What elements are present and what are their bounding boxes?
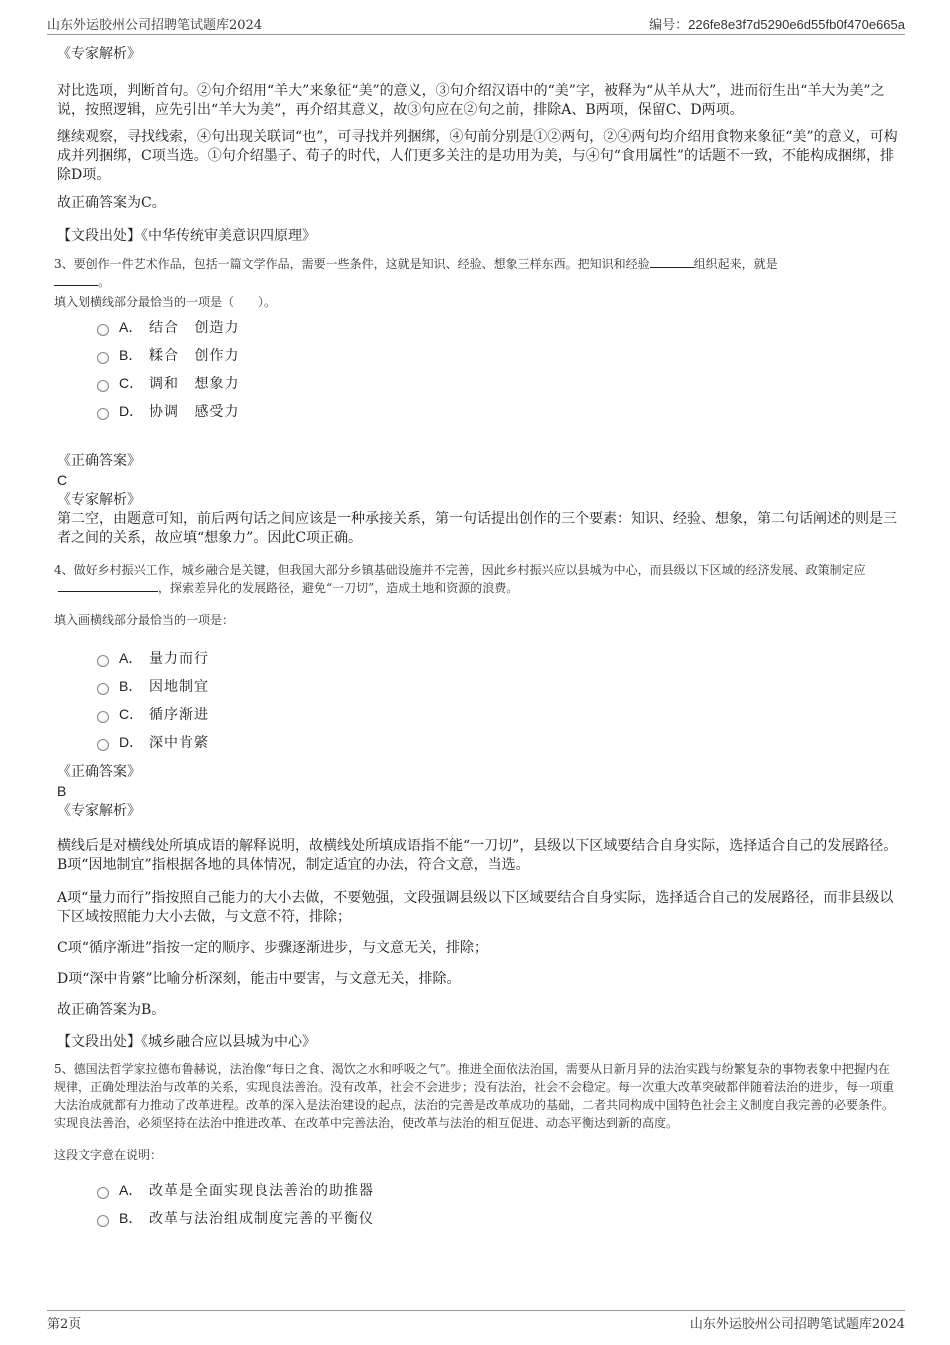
option-a[interactable] — [57, 1176, 898, 1204]
footer-title: 山东外运胶州公司招聘笔试题库2024 — [689, 1316, 905, 1332]
option-letter: C． — [119, 706, 144, 722]
correct-answer: C — [57, 472, 68, 488]
option-text: 改革与法治组成制度完善的平衡仪 — [149, 1211, 374, 1227]
source-citation: 【文段出处】《中华传统审美意识四原理》 — [57, 228, 316, 244]
analysis-conclusion: 故正确答案为B。 — [57, 1002, 166, 1018]
radio-icon[interactable] — [97, 655, 109, 667]
option-text: 结合 创造力 — [149, 320, 240, 336]
fill-blank — [54, 273, 98, 286]
option-c[interactable] — [57, 700, 898, 728]
stem-part: 3、要创作一件艺术作品，包括一篇文学作品，需要一些条件，这就是知识、经验、想象三样东西。把知识和经验 — [54, 257, 650, 271]
option-a[interactable] — [57, 644, 898, 672]
option-letter: B． — [119, 347, 143, 363]
option-text: 糅合 创作力 — [149, 348, 240, 364]
option-letter: B． — [119, 678, 143, 694]
option-text: 协调 感受力 — [149, 404, 240, 420]
header-code — [649, 14, 905, 33]
correct-answer-label: 《正确答案》 — [57, 453, 141, 469]
page-number: 第2页 — [47, 1316, 82, 1332]
radio-icon[interactable] — [97, 352, 109, 364]
option-text: 循序渐进 — [149, 707, 209, 723]
radio-icon[interactable] — [97, 683, 109, 695]
radio-icon[interactable] — [97, 408, 109, 420]
question-prompt: 填入划横线部分最恰当的一项是（ ）。 — [54, 295, 277, 309]
radio-icon[interactable] — [97, 380, 109, 392]
option-d[interactable] — [57, 397, 898, 425]
question-stem — [54, 255, 898, 291]
option-a[interactable] — [57, 313, 898, 341]
analysis-paragraph: 继续观察，寻找线索，④句出现关联词“也”，可寻找并列捆绑，④句前分别是①②两句，②④两句均介绍用食物来象征“美”的意义，可构成并列捆绑，C项当选。①句介绍墨子、荀子的时代，人们更多关注的是功用为美，与④句“食用属性”的话题不一致，不能构成捆绑，排除D项。 — [57, 129, 898, 183]
analysis-paragraph: C项“循序渐进”指按一定的顺序、步骤逐渐进步，与文意无关，排除； — [57, 940, 489, 956]
stem-part: 。 — [98, 275, 111, 289]
question-prompt: 这段文字意在说明： — [54, 1148, 163, 1162]
analysis-paragraph: 横线后是对横线处所填成语的解释说明，故横线处所填成语指不能“一刀切”，县级以下区域要结合自身实际，选择适合自己的发展路径。B项“因地制宜”指根据各地的具体情况，制定适宜的办法，符合文意，当选。 — [57, 838, 898, 873]
source-citation: 【文段出处】《城乡融合应以县城为中心》 — [57, 1034, 316, 1050]
analysis-label: 《专家解析》 — [57, 803, 141, 819]
option-text: 调和 想象力 — [149, 376, 240, 392]
option-b[interactable] — [57, 1204, 898, 1232]
option-letter: A． — [119, 1182, 143, 1198]
radio-icon[interactable] — [97, 711, 109, 723]
analysis-paragraph: D项“深中肯綮”比喻分析深刻，能击中要害，与文意无关，排除。 — [57, 971, 461, 987]
radio-icon[interactable] — [97, 1187, 109, 1199]
page-content — [54, 38, 898, 1232]
radio-icon[interactable] — [97, 324, 109, 336]
page-header — [47, 12, 905, 35]
analysis-conclusion: 故正确答案为C。 — [57, 195, 166, 211]
stem-part: ，探索差异化的发展路径，避免“一刀切”，造成土地和资源的浪费。 — [158, 581, 519, 595]
analysis-label: 《专家解析》 — [57, 46, 141, 62]
question-3 — [54, 255, 898, 548]
stem-part: 4、做好乡村振兴工作，城乡融合是关键，但我国大部分乡镇基础设施并不完善，因此乡村振兴应以县城为中心，而县级以下区域的经济发展、政策制定应 — [54, 563, 866, 577]
option-b[interactable] — [57, 341, 898, 369]
option-letter: D． — [119, 403, 144, 419]
option-c[interactable] — [57, 369, 898, 397]
option-text: 深中肯綮 — [149, 735, 209, 751]
correct-answer: B — [57, 783, 67, 799]
option-letter: C． — [119, 375, 144, 391]
option-letter: B． — [119, 1210, 143, 1226]
question-stem: 5、德国法哲学家拉德布鲁赫说，法治像“每日之食、渴饮之水和呼吸之气”。推进全面依法治国，需要从日新月异的法治实践与纷繁复杂的事物表象中把握内在规律，正确处理法治与改革的关系，实现良法善治。没有改革，社会不会进步；没有法治，社会不会稳定。每一次重大改革突破都伴随着法治的进步，每一项重大法治成就都有力推动了改革进程。改革的深入是法治建设的起点，法治的完善是改革成功的基础，二者共同构成中国特色社会主义制度自我完善的必要条件。实现良法善治，必须坚持在法治中推进改革、在改革中完善法治，使改革与法治的相互促进、动态平衡达到新的高度。 — [54, 1062, 895, 1130]
analysis-label: 《专家解析》 — [57, 492, 141, 508]
option-d[interactable] — [57, 728, 898, 756]
option-text: 改革是全面实现良法善治的助推器 — [149, 1183, 374, 1199]
option-letter: A． — [119, 319, 143, 335]
analysis-paragraph: 对比选项，判断首句。②句介绍用“羊大”来象征“美”的意义，③句介绍汉语中的“美”字，被释为“从羊从大”，进而衍生出“羊大为美”之说，按照逻辑，应先引出“羊大为美”，再介绍其意义，故③句应在②句之前，排除A、B两项，保留C、D两项。 — [57, 83, 885, 118]
header-code-label: 编号： — [649, 17, 689, 33]
correct-answer-label: 《正确答案》 — [57, 764, 141, 780]
question-prompt: 填入画横线部分最恰当的一项是： — [54, 613, 235, 627]
question-4 — [54, 561, 898, 1052]
page-footer — [47, 1310, 905, 1333]
fill-blank — [58, 579, 158, 592]
header-code-value: 226fe8e3f7d5290e6d55fb0f470e665a — [688, 16, 905, 32]
stem-part: 组织起来，就是 — [693, 257, 778, 271]
option-letter: D． — [119, 734, 144, 750]
fill-blank — [650, 255, 694, 268]
option-letter: A． — [119, 650, 143, 666]
question-5 — [54, 1060, 898, 1232]
option-b[interactable] — [57, 672, 898, 700]
option-text: 量力而行 — [149, 651, 209, 667]
option-text: 因地制宜 — [149, 679, 209, 695]
radio-icon[interactable] — [97, 1215, 109, 1227]
analysis-paragraph: A项“量力而行”指按照自己能力的大小去做，不要勉强，文段强调县级以下区域要结合自身实际，选择适合自己的发展路径，而非县级以下区域按照能力大小去做，与文意不符，排除； — [57, 890, 894, 925]
question-stem — [54, 561, 898, 597]
analysis-text: 第二空，由题意可知，前后两句话之间应该是一种承接关系，第一句话提出创作的三个要素：知识、经验、想象，第二句话阐述的则是三者之间的关系，故应填“想象力”。因此C项正确。 — [57, 511, 897, 546]
radio-icon[interactable] — [97, 739, 109, 751]
header-title: 山东外运胶州公司招聘笔试题库2024 — [47, 17, 263, 33]
